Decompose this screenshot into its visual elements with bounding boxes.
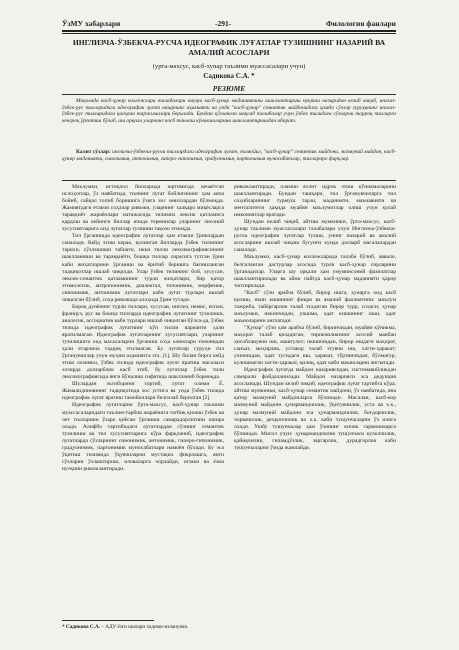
body-paragraph: Бироқ дунёнинг турли тиллари, хусусан, инглиз, немис, испан, француз, рус ва бошқа тилларда идеографик луғатнинг тузилиши, аналогик, ассоциатив каби турлари ишлаб чиқилган бўлса-да, ўзбек тилида идеографик луғатнинг кўп тилли варианти ҳали яратилмаган. Идеографик луғатларнинг хусусиятлари, уларнинг тузилишига оид масалаларни ўрганиш соҳа олимлари томонидан ҳали етарлича тадқиқ этилмаган. Бу луғатлар гуруҳи тил ўрганувчилар учун муҳим аҳамиятга эга. [1]. Шу билан бирга кейд этиш лозимки, ўзбек тилида идеографик луғат яратиш масаласи хозирда долзарблик касб этиб, бу луғатлар ўзбек тили лексикографиясида янги йўналиш сифатида шаклланиб бормоқда.	[62, 303, 224, 381]
footnote	[62, 624, 396, 631]
abstract-rule-top	[62, 94, 396, 95]
body-paragraph: Идеографик луғатларни ўрта-махсус, касб-ҳунар таълими муассасаларидаги таълим-тарбия жараёнига татбиқ қилиш ўзбек ва чет тилларини ўзаро қиёсан ўрганиш самарадорлигини ошира олади. Алифбо тартибидаги луғатлардан сўзнинг семантик тузилиши ва тил хусусиятларига кўра фарқланиб, идеографик луғатларда сўзларнинг синонимик, антонимик, гиперо-гипонимик, градуонимик, партонимик муносабатлари намоён бўлади. Бу эса ўқитиш тизимида ўқувчиларни мустақил фикрлашга, янги сўзларни ўзлаштириш, иловаларга чорлайди, оғзаки ва ёзма нутқини ривожлантиради.	[62, 402, 224, 472]
header-rule-thick	[62, 30, 396, 32]
header-rule-thin	[62, 33, 396, 34]
abstract-text: Мақолада касб-ҳунар коллежлари талабалари юқори касб-ҳунар маданиятини шакллантириш нуқтаи назаридан келиб чиқиб, инглиз-ўзбек-рус тилларидаги идеографик луғат нашрнинг аҳамияти ва унда "касб-ҳунар" семантик майдонидаги ҳамда сўзлар гуруҳининг инглиз-ўзбек-рус тилларидаги қисқача таржималари берилади. Бундан кўзланган мақсад талабалар учун ўзбек тилидаги сўзларни торроқ тилларга кенгроқ ўргатиш бўлиб, иш орқали уларнинг касб танлаш кўникмаларини шакллантиришдан иборат.	[62, 98, 396, 125]
abstract-rule-bottom	[62, 180, 396, 181]
body-paragraph: Тил ўрганишда идеографик луғатлар ҳам етакчи ўринлардан саналади. Кейд этиш керак, қолинган йилларда ўзбек тилининг тарихи, сўзлашиши табиати, икки тилли лексикографиясининг шаклланиши ва тараққиёти, бошқа тиллар сирасига тутган ўрни каби жиҳатларини ўрганиш ва ёритиб беришга бағишланган тадқиқотлар ишлаб чиқилди. Улар ўзбек тилининг бой, хусусан, лексик-семантик қатламининг турли жиҳатлари, бир қатор этимологик, антропонимик, диалектал, топонимик, морфемик, синонимик, антонимик луғатлари каби луғат турлари ишлаб чиқилган бўлиб, соҳа ривожида алоҳида ўрин тутади.	[62, 233, 224, 303]
article-title: ИНГЛИЗЧА-ЎЗБЕКЧА-РУСЧА ИДЕОГРАФИК ЛУҒАТЛАР ТУЗИШНИНГ НАЗАРИЙ ВА АМАЛИЙ АСОСЛАРИ	[72, 38, 386, 57]
keywords-paragraph	[62, 149, 396, 176]
body-paragraph: Шулардан эътиборини тортиб, луғат олими Ё. Жамалидиновнинг тадқиқотида хос устига ва унда ўзбек тилида идеографик луғат яратиш тамойиллари белгилаб берилган [2].	[62, 381, 224, 402]
body-paragraph: Идеографик луғатда майдон назариясидан, системавийликдан самарали фойдаланилади. Майдон назарияси эса дедукция асосланади. Шундан келиб чиқиб, идеографик луғат тартибга кўра, айтиш мумкинки, касб-ҳунар семантик майдони, ўз навбатида, яна қатор мазмуний майдонларга бўлинади. Масалан, касб-кор мазмуний майдони ҳунармандчилик, ўқитувчилик, уста ва х.к., ҳунар мазмуний майдони эса ҳунармандчилик, боғдорчилик, чорвачилик, деҳқончилик ва х.к. каби тушунчаларни ўз ичига олади. Ушбу тушунчалар ҳам ўзининг кичик гармоникарга бўлинади. Мисол учун: ҳунармандчилик тушунчаси кулолчилик, қайиқчилик, гиламдўзлик, заргарлик, дурадгорлик каби тушунчаларни ўзида жамлайди.	[234, 367, 396, 451]
body-paragraph: Маълумки, истиқлол йилларида юртимизда кечаётган ислоҳотлар, ўз навбатида, тилнинг луғат бойлигининг ҳам анча бойиб, сайқал топиб боришига ўзига хос омиллардан бўлмоқда. Жамиятдаги етакчи соҳалар ривожи, уларнинг халқаро миқёсларга тараққиёт жараёнлари натижасида тилимиз лексик қатламига қардош ва кейинги йиллар ичида терминлар уларнинг лисоний хусусиятларига оид луғатлар тузишни тақозо этмоқда.	[62, 184, 224, 233]
body-paragraph: Шундан келиб чиқиб, айтиш мумкинки, ўрта-махсус, касб-ҳунар таълими муассасалари талабалари учун Инглизча-ўзбекча-русча идеографик луғатлар тузиш, унинг назарий ва амалий асосларини ишлаб чиқиш бугунги кунда долзарб масалалардан саналади.	[234, 219, 396, 254]
footnote-rule	[62, 620, 154, 621]
article-author: Садикова С.А. *	[203, 72, 255, 80]
running-header	[62, 16, 396, 28]
footnote-author: * Садикова С.А.	[62, 624, 101, 630]
footnote-text: – АДУ ёзги ишлари ходими-изланувчи.	[100, 624, 189, 630]
header-section: Филология фанлари	[326, 19, 396, 28]
body-column-left	[62, 184, 224, 610]
body-paragraph: "Ҳунар" сўзи ҳам арабча бўлиб, биринчидан, муайян кўникма, маҳорат талаб қиладиган, тирикчиликнинг асосий манбаи ҳисобланувчи иш, машғулот; иккинчидан, бирор ишдаги маҳорат, санъат, моҳирлик, устакор талаб этувчи иш, хатти-ҳаракат; учинчидан, одат тусидаги иш, ҳаракат, тўртинчидан, бўлмағур, кулишмаган хатти-ҳаракат, қилиқ, одат каби маъноларни англатади.	[234, 324, 396, 367]
body-paragraph: "Касб" сўзи арабча бўлиб, бирор ишга, ҳунарга оид касб қилиш, яъни кишининг фикри ва амалий фаолиятини: маълум тажриба, тайёргарлик талаб этадиган бирор турр, соҳаси; ҳунар маълумки, иккинчидан, уюшма, одат кишининг иши, одат маъноларини англатади.	[234, 289, 396, 324]
body-paragraph: ривожлантиради, оламни яхлит идрок этиш кўникмаларини шакллантиради. Бундан ташқари, тил ўрганувчиларга тил соҳибларининг турмуш тарзи, маданияти, маънавияти ва менталитети ҳақида муайян маълумотлар олиш учун кулай имкониятлар яратади.	[234, 184, 396, 219]
body-column-right	[234, 184, 396, 610]
body-paragraph: Маълумки, касб-ҳунар коллежларида талаба бўлиб, аввало, белгиланган дастурлар асосида турли касб-ҳунар сирларини ўрганадилар. Уларга шу орқали ҳам умуминсоний фазилатлар шакллантирилади ва айни пайтда касб-ҳунар маданияти қарор топтирилади.	[234, 254, 396, 289]
keywords-label: Калит сўзлар:	[76, 149, 111, 155]
abstract-heading: РЕЗЮМЕ	[212, 84, 246, 93]
article-subtitle: (урта-махсус, касб-хунар таълими муассасалари учун)	[152, 63, 306, 70]
keywords-text: инглизча-ўзбекча-русча тиллардаги идеографик луғат, тамойил, "касб-ҳунар" семантик майдони, мазмуний майдон, касб-ҳунар маданияти, синонимия, антонимия, гиперо-гипонимия, градуонимия, партонимия муносабатлар, тиллараро фарқлар.	[62, 149, 396, 162]
header-page-number: -291-	[215, 19, 232, 28]
header-journal-name: ЎзМУ хабарлари	[62, 19, 121, 28]
